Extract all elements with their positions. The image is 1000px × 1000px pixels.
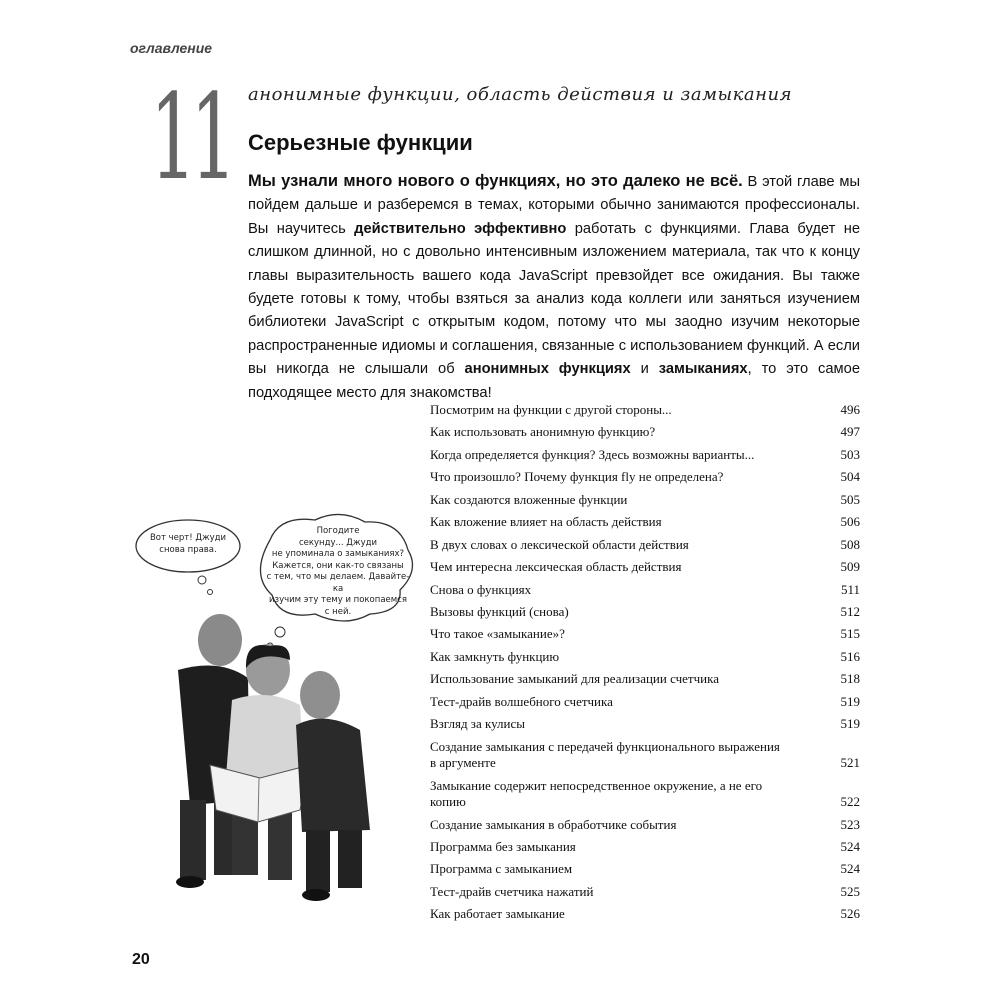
bubble-line: с ней.	[324, 606, 352, 617]
toc-entry-title: Как использовать анонимную функцию?	[430, 424, 656, 440]
toc-entry-title: Замыкание содержит непосредственное окружение, а не его копию	[430, 777, 763, 809]
toc-entry[interactable]	[430, 424, 860, 440]
toc-entry[interactable]	[430, 559, 860, 575]
intro-bold: действительно эффективно	[354, 220, 567, 237]
bubble-line: секунду... Джуди	[298, 537, 378, 548]
intro-text: и	[630, 361, 659, 378]
bubble-line: Вот черт! Джуди	[149, 533, 227, 543]
toc-entry[interactable]	[430, 839, 860, 855]
intro-bold: замыканиях	[658, 361, 748, 378]
toc-entry-page: 519	[840, 693, 860, 709]
toc-entry-page: 504	[840, 469, 860, 485]
toc-entry-title: Как замкнуть функцию	[430, 648, 560, 664]
toc-entry[interactable]	[430, 739, 860, 771]
toc-entry-title: Снова о функциях	[430, 581, 532, 597]
thought-bubble-left	[142, 533, 234, 556]
toc-entry-title: Чем интересна лексическая область действия	[430, 559, 682, 575]
toc-entry-page: 503	[840, 446, 860, 462]
toc-entry-page: 525	[840, 883, 860, 899]
toc-entry[interactable]	[430, 402, 860, 418]
toc-entry[interactable]	[430, 649, 860, 665]
toc-entry-title: Создание замыкания с передачей функционального выражения в аргументе	[430, 738, 780, 770]
section-label: оглавление	[130, 40, 213, 56]
toc-entry[interactable]	[430, 582, 860, 598]
table-of-contents	[430, 402, 860, 929]
people-illustration	[120, 510, 420, 910]
toc-entry-title: Что произошло? Почему функция fly не определена?	[430, 469, 724, 485]
toc-entry-page: 522	[840, 793, 860, 809]
chapter-number: 11	[150, 68, 231, 206]
bubble-line: Кажется, они как-то связаны	[272, 560, 404, 571]
toc-entry[interactable]	[430, 884, 860, 900]
bubble-line: изучим эту тему и покопаемся	[269, 595, 407, 605]
toc-entry-page: 526	[840, 906, 860, 922]
toc-entry-title: Посмотрим на функции с другой стороны...	[430, 402, 672, 417]
toc-entry-title: Тест-драйв счетчика нажатий	[430, 883, 594, 899]
toc-entry-page: 497	[840, 424, 860, 440]
toc-entry-title: Когда определяется функция? Здесь возможны варианты...	[430, 446, 755, 462]
intro-text: В этой главе мы пойдем дальше и разберемся в темах, которыми обычно занимаются профессионалы. Вы научитесь	[248, 174, 860, 237]
toc-entry[interactable]	[430, 716, 860, 732]
bubble-line: снова права.	[159, 544, 217, 555]
toc-entry-page: 512	[840, 603, 860, 619]
toc-entry-page: 509	[840, 559, 860, 575]
bubble-line: с тем, что мы делаем. Давайте-ка	[266, 572, 410, 594]
toc-entry[interactable]	[430, 469, 860, 485]
toc-entry-title: Программа без замыкания	[430, 839, 576, 854]
toc-entry-page: 505	[840, 491, 860, 507]
toc-entry-page: 506	[840, 514, 860, 530]
toc-entry-page: 524	[840, 861, 860, 877]
toc-entry-title: Взгляд за кулисы	[430, 716, 525, 732]
toc-entry-title: Что такое «замыкание»?	[430, 626, 565, 642]
toc-entry-page: 496	[840, 402, 860, 417]
toc-entry-title: Как создаются вложенные функции	[430, 491, 628, 507]
toc-entry-page: 511	[840, 581, 860, 597]
toc-entry[interactable]	[430, 906, 860, 922]
toc-entry-title: Как работает замыкание	[430, 906, 565, 922]
toc-entry[interactable]	[430, 604, 860, 620]
bubble-line: не упоминала о замыканиях?	[271, 549, 405, 559]
toc-entry[interactable]	[430, 537, 860, 553]
toc-entry-page: 524	[840, 839, 860, 854]
toc-entry[interactable]	[430, 492, 860, 508]
toc-entry[interactable]	[430, 514, 860, 530]
toc-entry[interactable]	[430, 626, 860, 642]
toc-entry[interactable]	[430, 861, 860, 877]
intro-lead: Мы узнали много нового о функциях, но это далеко не всё.	[248, 172, 743, 190]
toc-entry-page: 515	[840, 626, 860, 642]
chapter-intro	[248, 170, 860, 405]
bubble-line: Погодите	[316, 526, 360, 536]
toc-entry-title: Тест-драйв волшебного счетчика	[430, 693, 613, 709]
toc-entry[interactable]	[430, 817, 860, 833]
chapter-title: Серьезные функции	[248, 130, 473, 155]
toc-entry-page: 516	[840, 648, 860, 664]
toc-entry-title: В двух словах о лексической области действия	[430, 536, 689, 552]
toc-entry-page: 523	[840, 816, 860, 832]
thought-bubble-right	[264, 526, 412, 618]
chapter-subtitle: анонимные функции, область действия и замыкания	[248, 84, 793, 105]
toc-entry[interactable]	[430, 694, 860, 710]
toc-entry[interactable]	[430, 447, 860, 463]
toc-entry[interactable]	[430, 671, 860, 687]
intro-text: , то это самое подходящее место для знакомства!	[248, 361, 860, 401]
toc-entry-page: 519	[840, 716, 860, 732]
toc-entry[interactable]	[430, 778, 860, 810]
toc-entry-title: Создание замыкания в обработчике события	[430, 816, 677, 832]
toc-entry-title: Вызовы функций (снова)	[430, 603, 569, 619]
toc-entry-title: Использование замыканий для реализации счетчика	[430, 671, 719, 687]
toc-entry-title: Программа с замыканием	[430, 861, 573, 877]
toc-entry-page: 518	[840, 671, 860, 687]
intro-text: работать с функциями. Глава будет не слишком длинной, но с довольно интенсивным изложением материала, так что к концу главы выразительность вашего кода JavaScript превзойдет все ожидания. Вы также будете готовы к тому, чтобы взяться за анализ кода коллеги или заняться изучением библиотеки JavaScript с открытым кодом, потому что мы заодно изучим некоторые распространенные идиомы и соглашения, связанные с использованием функций. А если вы никогда не слышали об	[248, 220, 860, 378]
intro-bold: анонимных функциях	[464, 361, 631, 378]
toc-entry-page: 508	[840, 536, 860, 552]
toc-entry-page: 521	[840, 754, 860, 770]
toc-entry-title: Как вложение влияет на область действия	[430, 514, 662, 530]
page-number: 20	[132, 951, 150, 968]
